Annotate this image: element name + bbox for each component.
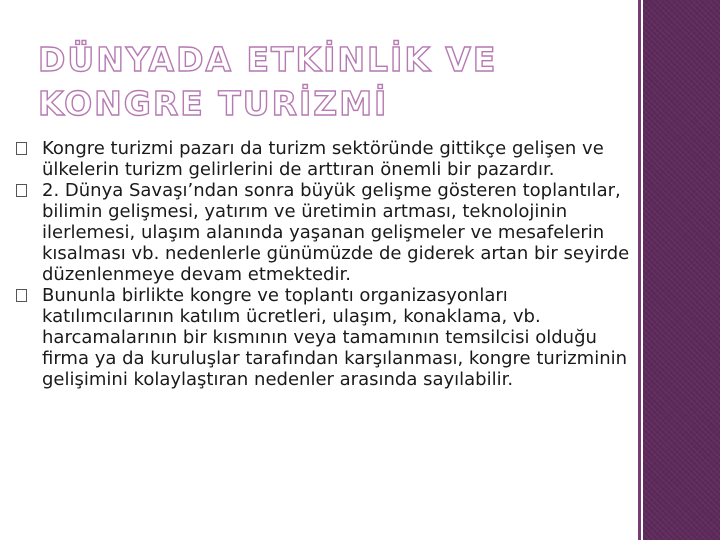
bullet-box-icon <box>16 142 27 155</box>
decorative-side-band <box>643 0 720 540</box>
bullet-item <box>16 180 631 285</box>
bullet-list <box>16 138 631 390</box>
decorative-band-edge <box>638 0 641 540</box>
bullet-box-icon <box>16 184 27 197</box>
bullet-text: Kongre turizmi pazarı da turizm sektöründe gittikçe gelişen ve ülkelerin turizm gelirlerini de arttıran önemli bir pazardır. <box>42 138 604 180</box>
bullet-text: 2. Dünya Savaşı’ndan sonra büyük gelişme gösteren toplantılar, bilimin gelişmesi, yatırım ve üretimin artması, teknolojinin ilerlemesi, ulaşım alanında yaşanan gelişmeler ve mesafelerin kısalması vb. nedenlerle günümüzde de giderek artan bir seyirde düzenlenmeye devam etmektedir. <box>42 180 630 285</box>
bullet-box-icon <box>16 289 27 302</box>
bullet-item <box>16 285 631 390</box>
bullet-item <box>16 138 631 180</box>
bullet-text: Bununla birlikte kongre ve toplantı organizasyonları katılımcılarının katılım ücretleri, ulaşım, konaklama, vb. harcamalarının bir kısmının veya tamamının temsilcisi olduğu firma ya da kuruluşlar tarafından karşılanması, kongre turizminin gelişimini kolaylaştıran nedenler arasında sayılabilir. <box>42 285 628 390</box>
slide-title: DÜNYADA ETKİNLİK VE KONGRE TURİZMİ <box>38 40 498 123</box>
